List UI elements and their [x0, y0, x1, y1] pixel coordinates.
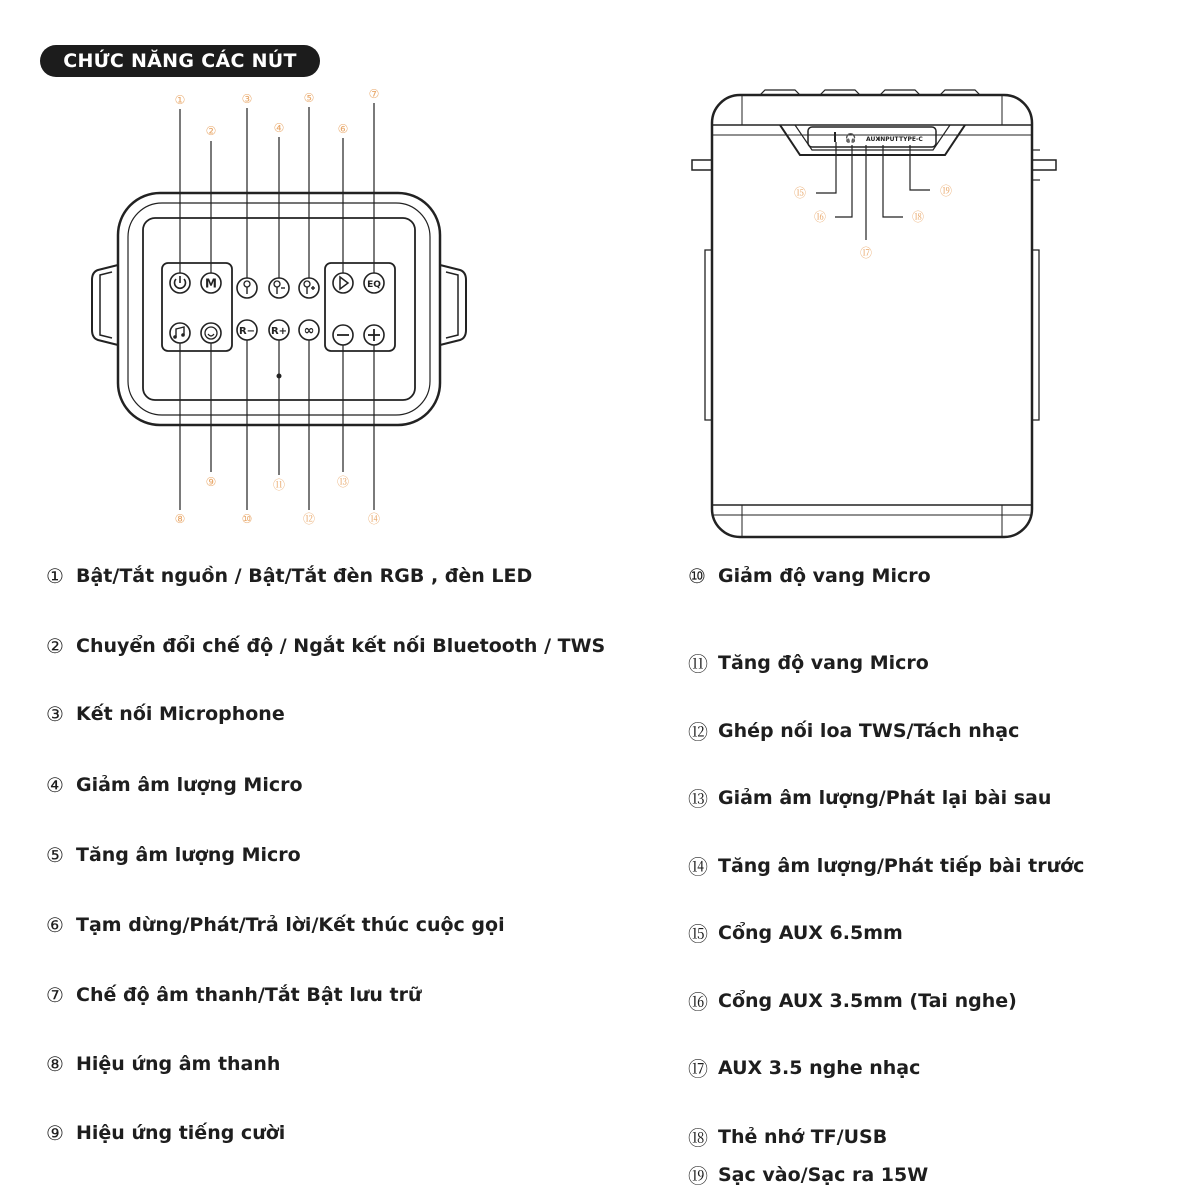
button-tws — [299, 320, 319, 340]
list-item: ⑰ AUX 3.5 nghe nhạc — [688, 1056, 921, 1081]
list-item: ⑦ Chế độ âm thanh/Tắt Bật lưu trữ — [46, 983, 422, 1007]
microphone-minus-icon — [274, 281, 280, 287]
microphone-plus-icon — [304, 281, 310, 287]
callout-7: ⑦ — [368, 87, 380, 101]
callout-8: ⑧ — [174, 512, 186, 526]
list-item: ⑯ Cổng AUX 3.5mm (Tai nghe) — [688, 989, 1017, 1014]
button-mic-connect — [237, 278, 257, 298]
section-title: CHỨC NĂNG CÁC NÚT — [40, 45, 320, 77]
button-laugh-effect — [201, 323, 221, 343]
port-panel — [835, 132, 923, 144]
callout-19: ⑲ — [939, 184, 953, 198]
callout-16: ⑯ — [813, 210, 827, 224]
play-icon — [340, 277, 348, 289]
speaker-back-view — [692, 90, 1056, 537]
button-play-pause — [333, 273, 353, 293]
button-reverb-up — [269, 320, 289, 340]
microphone-icon — [244, 281, 250, 287]
list-item: ⑪ Tăng độ vang Micro — [688, 651, 929, 676]
list-item: ② Chuyển đổi chế độ / Ngắt kết nối Bluetooth / TWS — [46, 634, 606, 658]
list-item: ⑭ Tăng âm lượng/Phát tiếp bài trước — [688, 854, 1085, 879]
button-eq — [364, 273, 384, 293]
list-item: ⑩ Giảm độ vang Micro — [688, 564, 931, 588]
callout-12: ⑫ — [302, 512, 316, 526]
reverb-down-glyph: R− — [238, 326, 256, 337]
callout-6: ⑥ — [337, 122, 349, 136]
list-item: ⑥ Tạm dừng/Phát/Trả lời/Kết thúc cuộc gọi — [46, 913, 505, 937]
callout-10: ⑩ — [241, 512, 253, 526]
front-leader-lines — [180, 103, 374, 510]
callout-5: ⑤ — [303, 91, 315, 105]
button-mic-volume-down — [269, 278, 289, 298]
list-item: ④ Giảm âm lượng Micro — [46, 773, 303, 797]
callout-15: ⑮ — [793, 186, 807, 200]
button-sound-effect — [170, 323, 190, 343]
list-item: ⑬ Giảm âm lượng/Phát lại bài sau — [688, 786, 1052, 811]
reverb-up-glyph: R+ — [270, 326, 288, 337]
speaker-diagrams — [0, 0, 1200, 560]
list-item: ⑧ Hiệu ứng âm thanh — [46, 1052, 281, 1076]
list-item: ⑨ Hiệu ứng tiếng cười — [46, 1121, 286, 1145]
list-item: ① Bật/Tắt nguồn / Bật/Tắt đèn RGB , đèn LED — [46, 564, 533, 588]
list-item: ⑫ Ghép nối loa TWS/Tách nhạc — [688, 719, 1020, 744]
callout-4: ④ — [273, 121, 285, 135]
button-mic-volume-up — [299, 278, 319, 298]
callout-17: ⑰ — [859, 246, 873, 260]
callout-18: ⑱ — [911, 210, 925, 224]
list-item: ⑤ Tăng âm lượng Micro — [46, 843, 301, 867]
button-volume-down — [333, 325, 353, 345]
type-c-label: TYPE-C — [899, 136, 923, 143]
headphone-icon: 🎧 — [845, 134, 857, 144]
callout-13: ⑬ — [336, 475, 350, 489]
front-callouts — [175, 87, 380, 526]
button-reverb-down — [237, 320, 257, 340]
smiley-icon — [205, 327, 217, 339]
button-power — [170, 273, 190, 293]
list-item: ⑲ Sạc vào/Sạc ra 15W — [688, 1163, 929, 1188]
list-item: ⑮ Cổng AUX 6.5mm — [688, 921, 903, 946]
callout-14: ⑭ — [367, 512, 381, 526]
callout-3: ③ — [241, 92, 253, 106]
tws-glyph: ∞ — [303, 323, 315, 339]
eq-glyph: EQ — [367, 280, 381, 290]
callout-9: ⑨ — [205, 475, 217, 489]
mode-glyph: M — [205, 276, 217, 291]
list-item: ③ Kết nối Microphone — [46, 702, 285, 726]
callout-1: ① — [174, 93, 186, 107]
back-leader-lines — [813, 142, 930, 240]
input-label: INPUT — [878, 136, 899, 143]
list-item: ⑱ Thẻ nhớ TF/USB — [688, 1125, 888, 1150]
callout-2: ② — [205, 124, 217, 138]
button-mode — [201, 273, 221, 293]
button-volume-up — [364, 325, 384, 345]
callout-11: ⑪ — [272, 478, 286, 492]
back-callouts — [794, 184, 952, 260]
aux-label: AUX — [866, 136, 880, 143]
